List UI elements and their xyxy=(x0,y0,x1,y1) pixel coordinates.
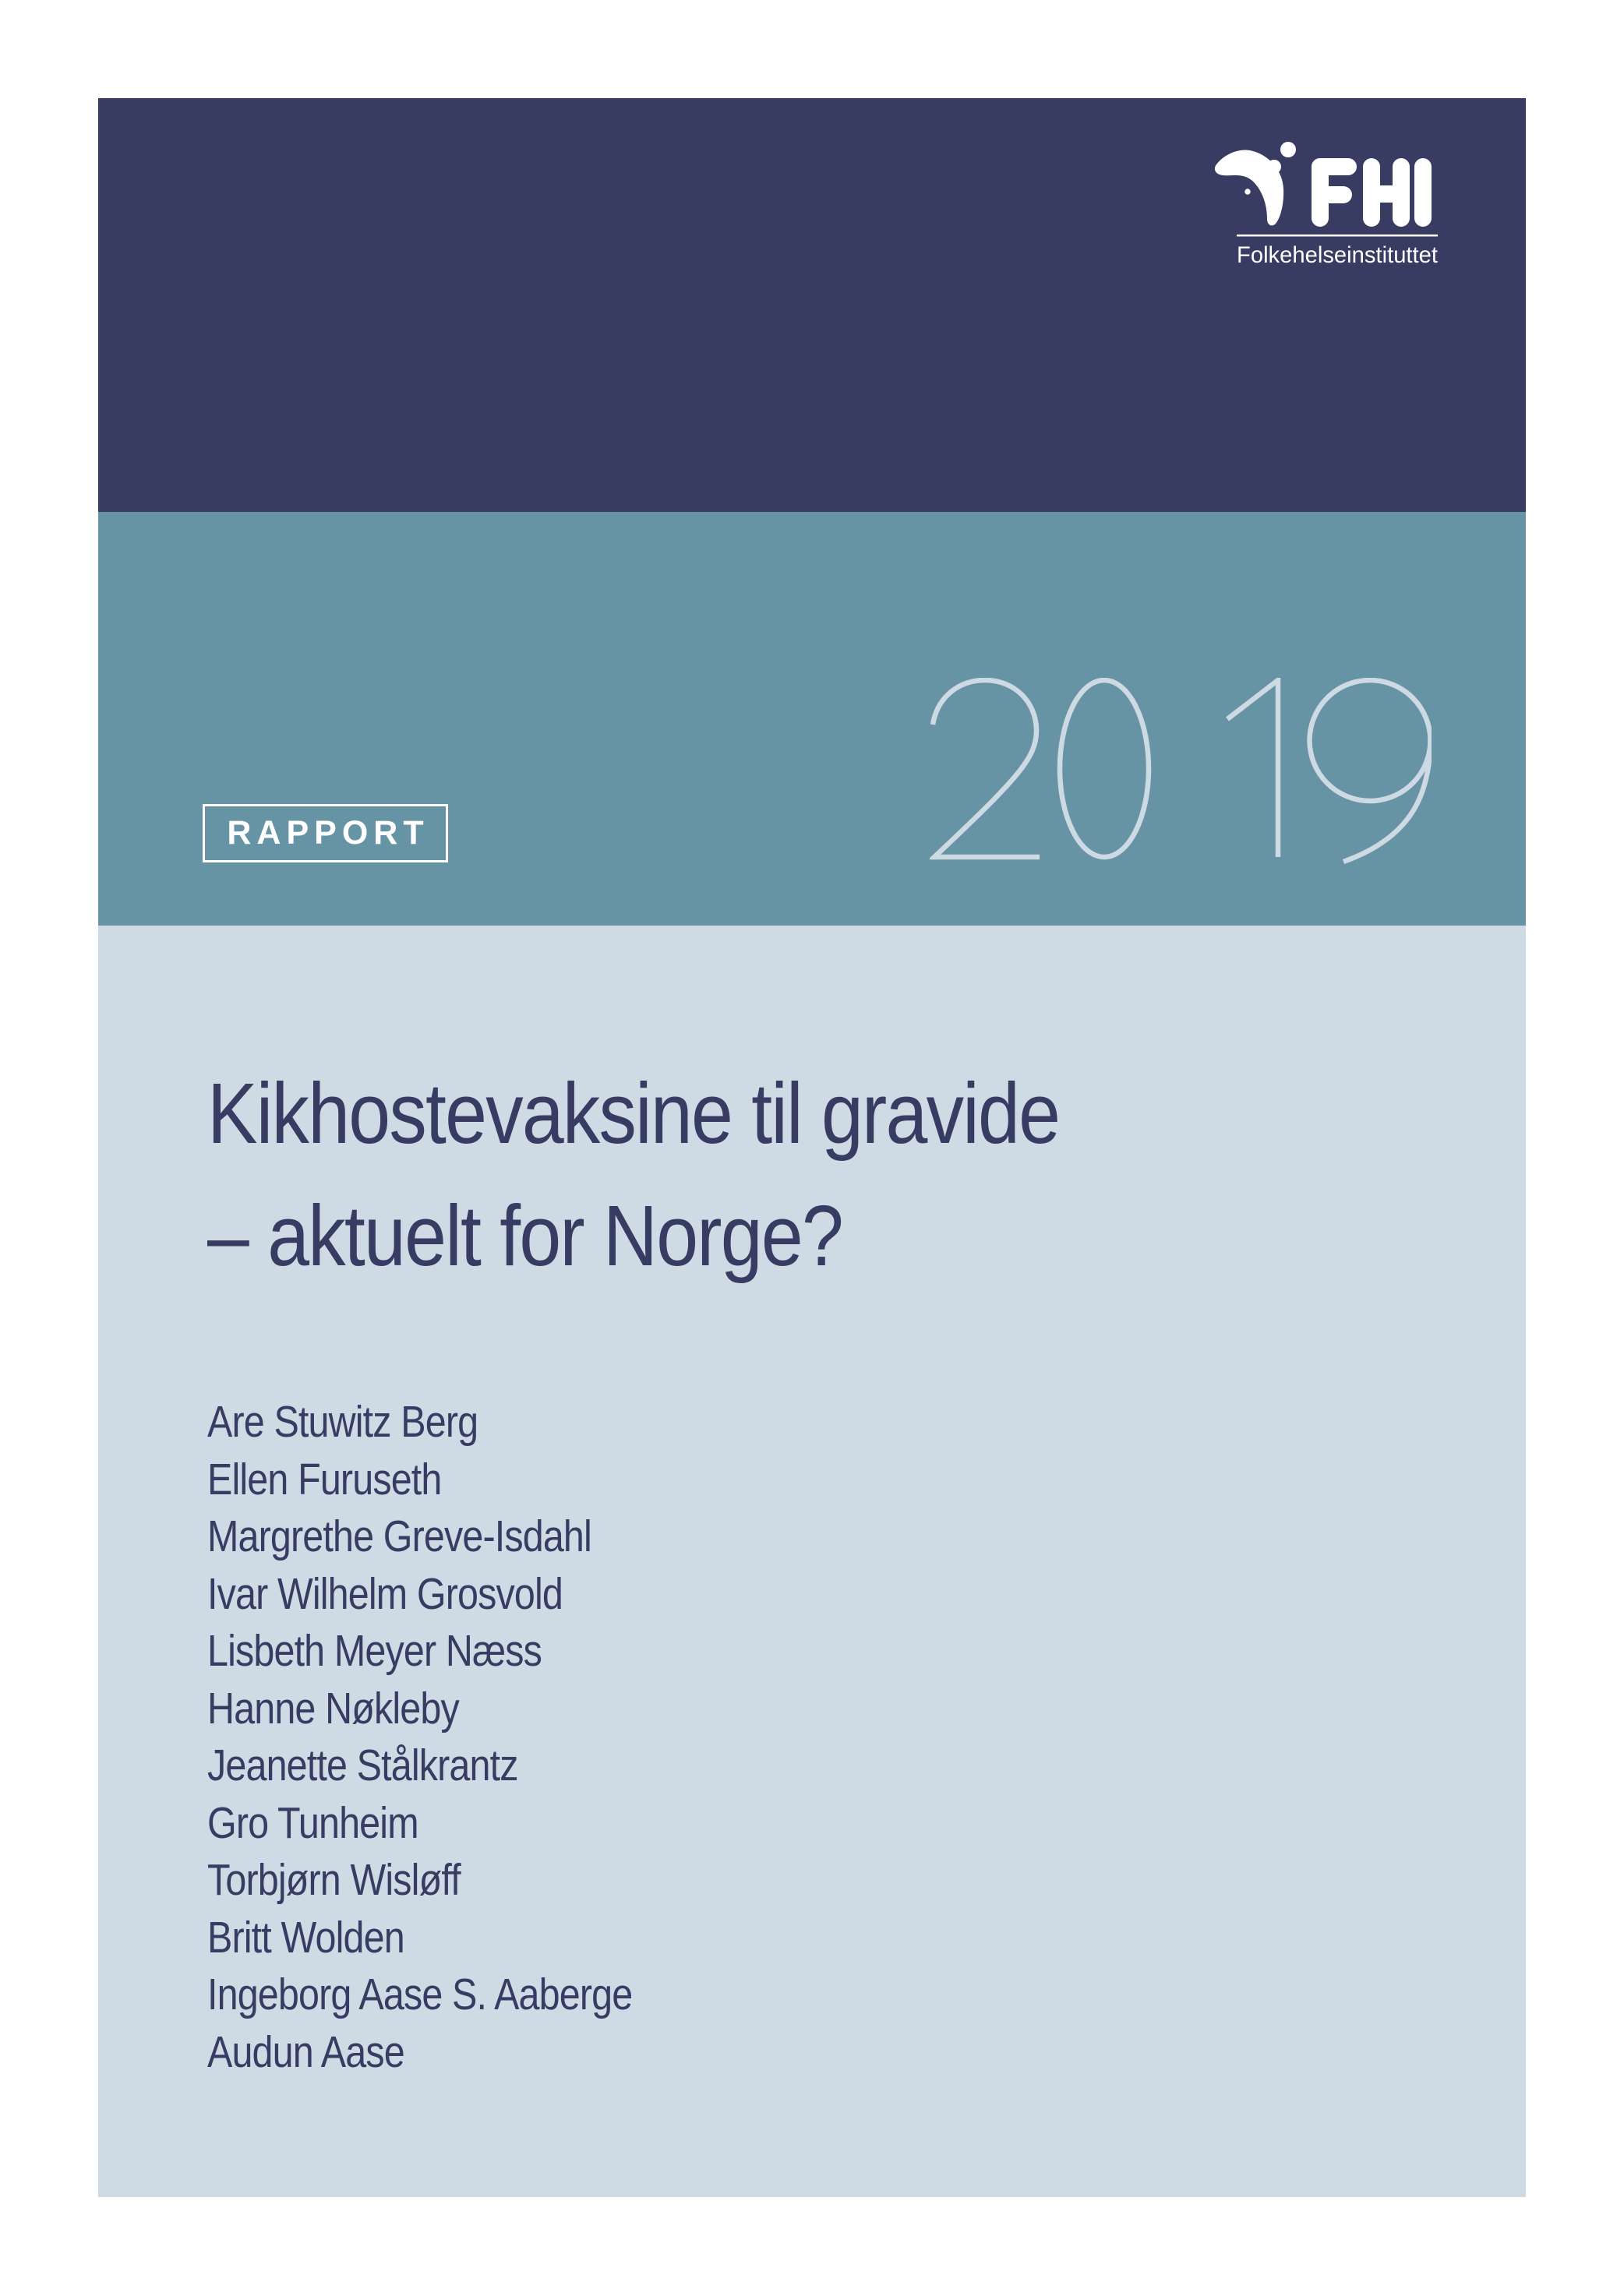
author-list xyxy=(207,1394,632,2081)
report-year xyxy=(930,678,1432,865)
author-item: Audun Aase xyxy=(207,2026,404,2077)
author-item: Ivar Wilhelm Grosvold xyxy=(207,1568,563,1619)
author-item: Ellen Furuseth xyxy=(207,1454,442,1504)
report-title-line1: Kikhostevaksine til gravide xyxy=(207,1066,1060,1162)
logo-divider-line xyxy=(1237,235,1438,237)
fhi-logo-graphic xyxy=(1214,140,1440,266)
report-title xyxy=(207,1053,1059,1297)
author-item: Hanne Nøkleby xyxy=(207,1683,459,1733)
author-item: Britt Wolden xyxy=(207,1912,404,1963)
rapport-badge-label: RAPPORT xyxy=(227,814,429,852)
author-item: Are Stuwitz Berg xyxy=(207,1397,478,1447)
author-item: Gro Tunheim xyxy=(207,1797,418,1848)
author-item: Torbjørn Wisløff xyxy=(207,1855,461,1905)
fhi-logo xyxy=(1214,140,1440,266)
report-title-line2: – aktuelt for Norge? xyxy=(207,1188,842,1284)
rapport-badge xyxy=(203,804,448,862)
report-year-graphic xyxy=(930,678,1432,865)
author-item: Ingeborg Aase S. Aaberge xyxy=(207,1970,633,2019)
author-item: Jeanette Stålkrantz xyxy=(207,1741,518,1790)
fhi-wordmark xyxy=(1320,167,1423,218)
fhi-person-swoosh-icon xyxy=(1215,142,1296,225)
author-item: Margrethe Greve-Isdahl xyxy=(207,1511,591,1561)
cover-artwork xyxy=(98,98,1526,2197)
author-item: Lisbeth Meyer Næss xyxy=(207,1626,542,1676)
logo-org-name: Folkehelseinstituttet xyxy=(1237,242,1439,266)
